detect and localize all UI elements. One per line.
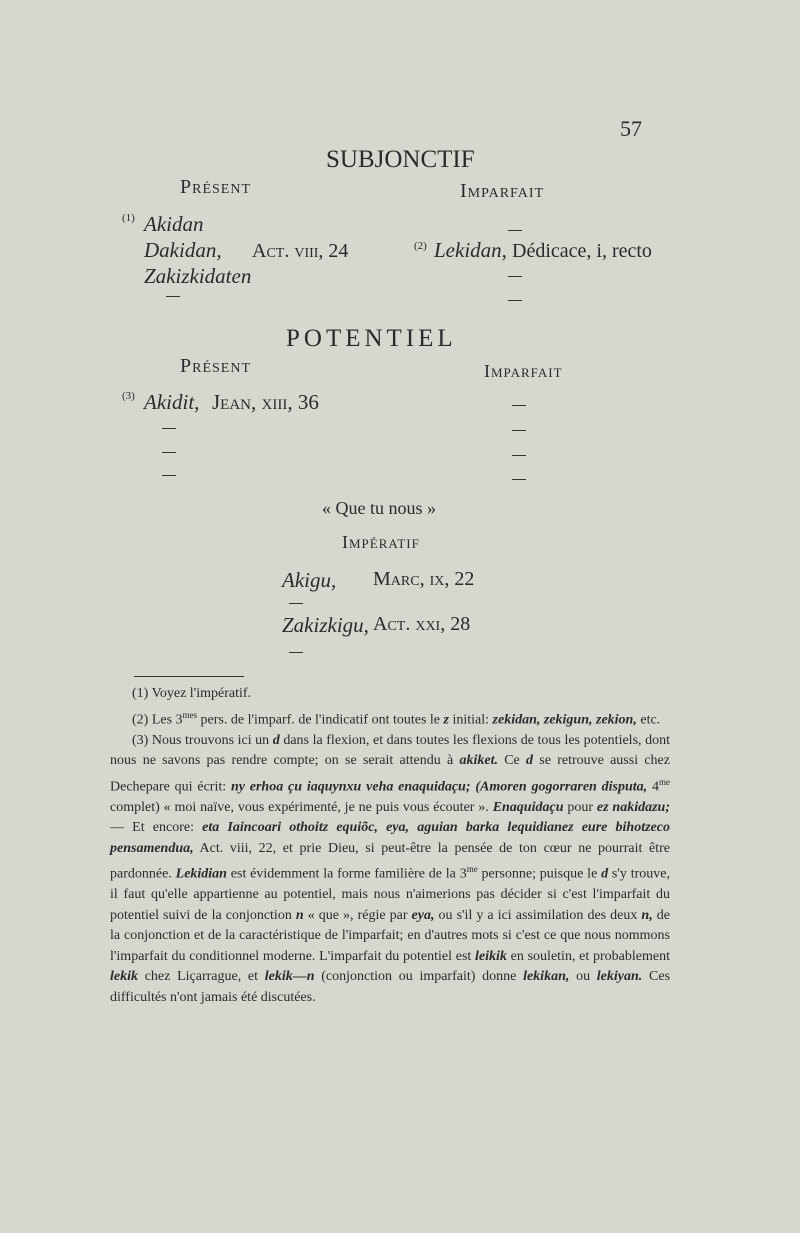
subjonctif-present-dash-4 [166,296,180,297]
potentiel-imparfait-dash-4 [512,479,526,480]
page-number: 57 [620,116,642,141]
potentiel-imparfait-header: Imparfait [484,361,563,381]
fn3-lekidian: Lekidian [175,866,227,882]
potentiel-present-dash-3 [162,452,176,453]
fn3-t: ou [569,969,597,985]
fn3-q: en souletin, et probablement [506,948,670,964]
imperatif-row2: Zakizkigu, [282,613,369,637]
fn3-l: personne; puisque le [477,866,602,882]
fn2-text-c: initial: [448,712,493,728]
fn3-sup2: me [466,864,478,875]
fn3-enaq: Enaquidaçu [492,799,564,815]
fn2-text-b: pers. de l'imparf. de l'indicatif ont toutes le [197,712,444,728]
fn3-n2: n, [641,907,653,923]
subjonctif-present-row2-ref: Act. viii, 24 [252,240,349,262]
subjonctif-present-row3: Zakizkidaten [144,264,252,288]
subjonctif-imparfait-row2-ref: Dédicace, i, recto [512,240,652,262]
imperatif-row2-ref: Act. xxi, 28 [373,613,471,635]
potentiel-present-row1: Akidit, [144,390,200,414]
fn3-quote2: eta Iaincoari othoitz equiõc, eya, aguian barka lequidianez eure bihotzeco pensamendua, [110,820,670,856]
fn3-lekik: lekik [110,969,138,985]
imperatif-title: Impératif [342,532,420,552]
fn3-g: complet) « moi naïve, vous expérimenté, je ne puis vous écouter ». [110,799,493,815]
subjonctif-present-row1: Akidan [144,212,204,236]
subjonctif-present-row2: Dakidan, [144,238,222,262]
fn3-r: chez Liçarrague, et [138,969,265,985]
footnote-marker-2: (2) [414,240,427,252]
fn3-s: (conjonction ou imparfait) donne [314,969,524,985]
footnote-rule [134,676,244,677]
fn2-text-a: (2) Les 3 [132,712,183,728]
subjonctif-imparfait-dash-1 [508,230,522,231]
fn3-eznak: ez nakidazu; [596,799,671,815]
subjonctif-imparfait-header: Imparfait [460,180,545,202]
fn3-eya: eya, [411,907,435,923]
footnote-marker-3: (3) [122,390,135,402]
fn3-f: 4 [647,779,659,795]
imperatif-quote: « Que tu nous » [322,498,436,518]
subjonctif-imparfait-dash-3 [508,276,522,277]
potentiel-imparfait-dash-1 [512,405,526,406]
potentiel-present-dash-4 [162,475,176,476]
fn2-forms: zekidan, zekigun, zekion, [492,712,637,728]
potentiel-imparfait-dash-3 [512,455,526,456]
fn3-d1: d [272,732,280,748]
potentiel-present-dash-2 [162,428,176,429]
imperatif-row1: Akigu, [282,568,337,592]
fn3-b: dans la flexion, et dans toutes les flexions de tous les potentiels, dont nous ne savons pas rendre compte; on se serait attendu à [110,732,670,769]
imperatif-row1-ref: Marc, ix, 22 [373,568,475,590]
fn3-k: est évidemment la forme familière de la 3 [226,866,467,882]
footnote-3 [110,731,670,1009]
fn3-o: ou s'il y a ici assimilation des deux [434,907,642,923]
potentiel-present-header: Présent [180,355,252,377]
fn2-sup: mes [182,709,198,720]
fn3-lekikan: lekikan, [523,969,570,985]
fn3-lekiyan: lekiyan. [596,969,643,985]
fn3-h: pour [563,799,597,815]
subjonctif-title: SUBJONCTIF [326,146,475,173]
fn3-m: s'y trouve, il faut qu'elle appartienne au potentiel, mais nous n'aimerions pas décider si c'est l'imparfait du potentiel suivi de la conjonction [110,866,670,923]
fn3-a: (3) Nous trouvons ici un [132,732,273,748]
fn3-n: « que », régie par [303,907,412,923]
potentiel-present-row1-ref: Jean, xiii, 36 [212,390,319,414]
fn3-akiket: akiket. [459,753,498,769]
fn3-c: Ce [497,753,527,769]
fn3-d2: d [526,753,534,769]
footnote-1 [110,684,670,705]
subjonctif-imparfait-dash-4 [508,300,522,301]
fn2-text-e: etc. [636,712,661,728]
fn3-n1: n [295,907,304,923]
fn3-leikik: leikik [475,948,507,964]
imperatif-dash-1 [289,603,303,604]
imperatif-dash-2 [289,652,303,653]
fn3-j: Act. viii, 22, et prie Dieu, si peut-être la pensée de ton cœur ne pourrait être pardonnée. [110,840,670,882]
fn3-lekikn: lekik—n [264,969,315,985]
fn2-z: z [443,712,449,728]
subjonctif-imparfait-row2: Lekidan, [434,238,507,262]
fn3-i: — Et encore: [110,820,203,836]
footnote-marker-1: (1) [122,212,135,224]
fn3-e: se retrouve aussi chez Dechepare qui écrit: [110,753,670,795]
potentiel-title: POTENTIEL [286,325,457,352]
footnotes [110,684,670,1008]
fn3-p: de la conjonction et de la caractéristique de l'imparfait; en d'autres mots si c'est ce que nous nommons l'imparfait du conditionnel moderne. L'imparfait du potentiel est [110,907,670,964]
footnote-1-text: (1) Voyez l'impératif. [132,686,252,701]
fn3-d3: d [601,866,609,882]
potentiel-imparfait-dash-2 [512,430,526,431]
fn3-sup: me [659,776,670,787]
footnote-2 [110,705,670,731]
subjonctif-present-header: Présent [180,176,252,198]
fn3-quote1: ny erhoa çu iaquynxu veha enaquidaçu; (Amoren gogorraren disputa, [230,779,648,795]
fn3-u: Ces difficultés n'ont jamais été discutées. [110,969,671,1005]
